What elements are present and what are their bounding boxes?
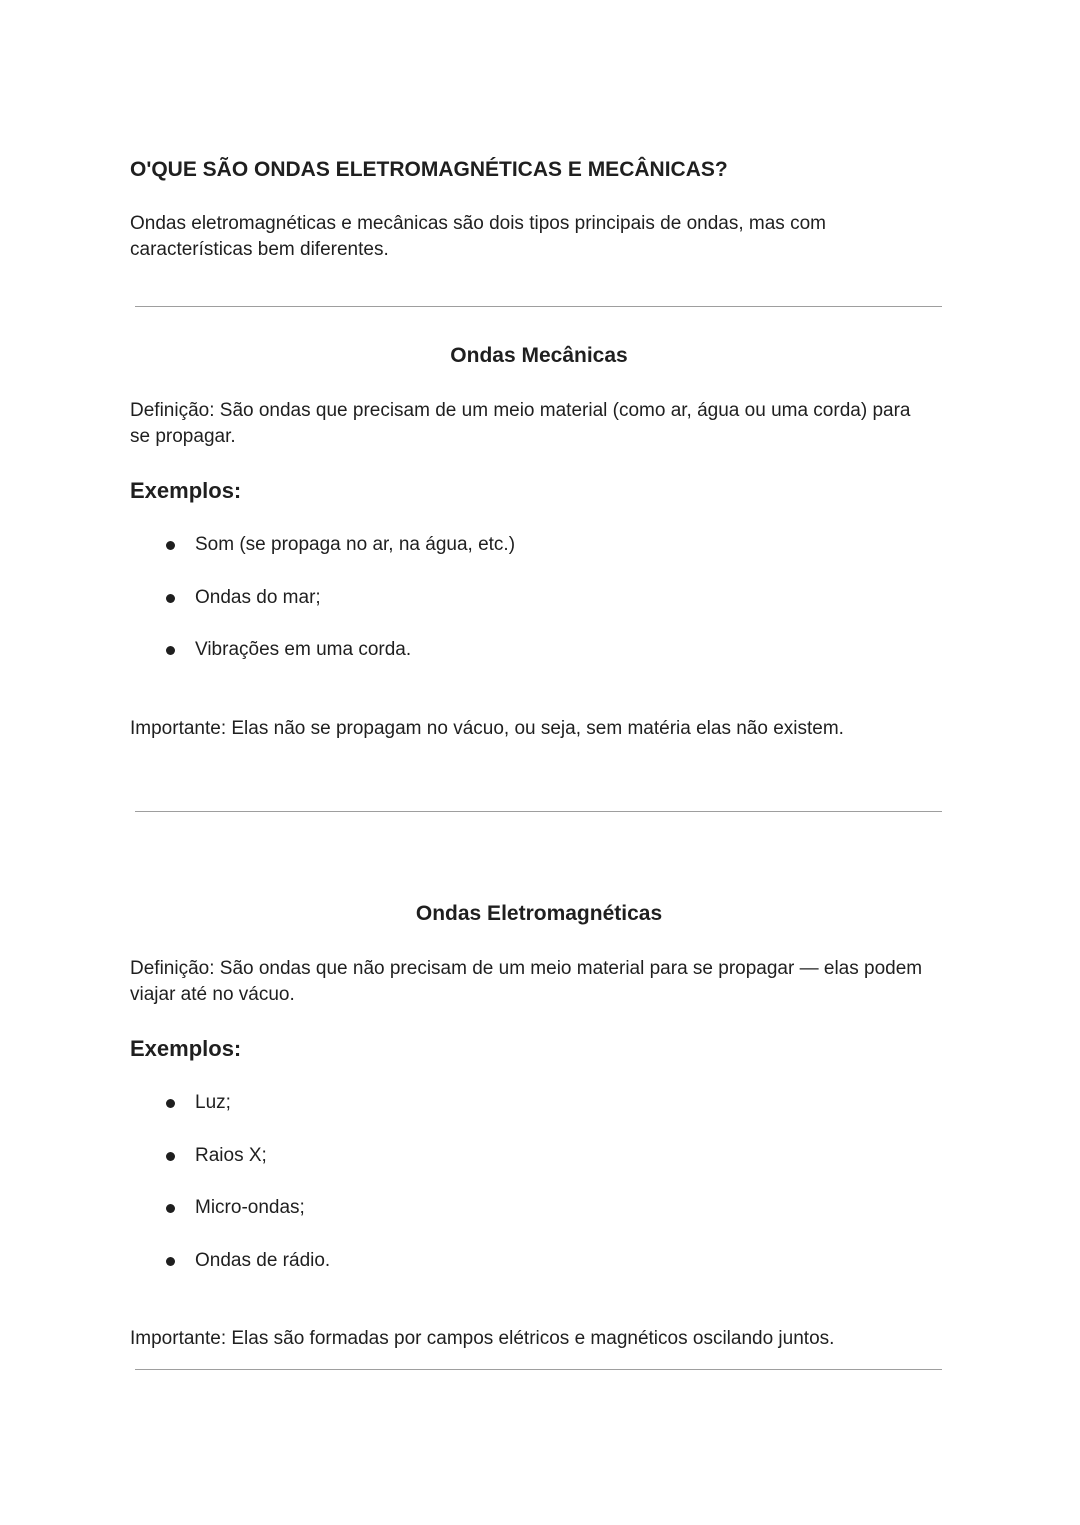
list-item-text: Ondas de rádio.	[195, 1249, 331, 1271]
list-item-text: Micro-ondas;	[195, 1197, 305, 1218]
bullet-icon	[166, 594, 175, 603]
section-heading-mechanical: Ondas Mecânicas	[450, 344, 628, 367]
bullet-icon	[166, 646, 175, 655]
section-heading-electromagnetic: Ondas Eletromagnéticas	[415, 902, 663, 925]
mechanical-important-note: Importante: Elas não se propagam no vácuo, ou seja, sem matéria elas não existem.	[130, 718, 844, 739]
electromagnetic-examples-heading: Exemplos:	[130, 1036, 242, 1061]
horizontal-divider	[135, 1369, 942, 1370]
intro-paragraph: Ondas eletromagnéticas e mecânicas são dois tipos principais de ondas, mas com características bem diferentes.	[130, 213, 826, 260]
list-item-text: Luz;	[195, 1092, 231, 1113]
electromagnetic-definition: Definição: São ondas que não precisam de um meio material para se propagar — elas podem viajar até no vácuo.	[130, 958, 923, 1005]
bullet-icon	[166, 1152, 175, 1161]
mechanical-examples-heading: Exemplos:	[130, 478, 242, 503]
list-item-text: Vibrações em uma corda.	[195, 639, 412, 660]
horizontal-divider	[135, 811, 942, 812]
list-item-text: Som (se propaga no ar, na água, etc.)	[195, 534, 516, 555]
bullet-icon	[166, 1257, 175, 1266]
mechanical-definition: Definição: São ondas que precisam de um meio material (como ar, água ou uma corda) para se propagar.	[130, 400, 911, 447]
electromagnetic-important-note: Importante: Elas são formadas por campos elétricos e magnéticos oscilando juntos.	[130, 1328, 835, 1349]
page-title: O'QUE SÃO ONDAS ELETROMAGNÉTICAS E MECÂNICAS?	[130, 158, 728, 181]
bullet-icon	[166, 1204, 175, 1213]
horizontal-divider	[135, 306, 942, 307]
bullet-icon	[166, 1099, 175, 1108]
list-item-text: Ondas do mar;	[195, 586, 321, 608]
list-item-text: Raios X;	[195, 1144, 267, 1166]
bullet-icon	[166, 541, 175, 550]
